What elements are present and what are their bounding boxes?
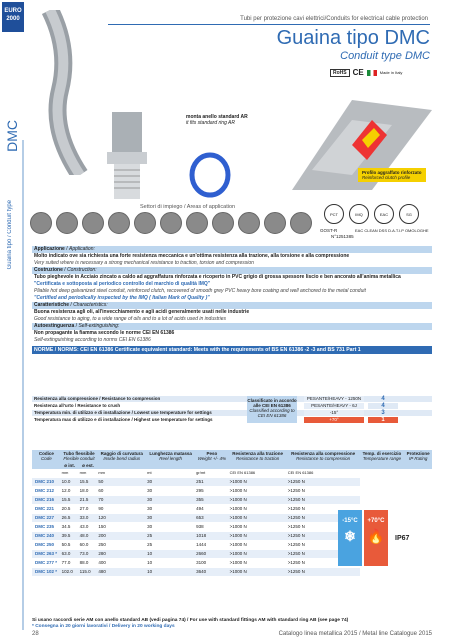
table-cell: >1250 N xyxy=(287,559,360,568)
sectors-icons xyxy=(30,212,312,234)
table-cell: >1250 N xyxy=(287,478,360,487)
table-cell: 10 xyxy=(146,559,195,568)
classification-box xyxy=(247,396,297,423)
table-cell: 400 xyxy=(97,559,146,568)
table-row xyxy=(32,496,432,505)
table-cell: >1250 N xyxy=(287,550,360,559)
product-code: DMC 235 xyxy=(32,523,61,532)
resistance-label: Temperatura min. di utilizzo e di installazione / Lowest use temperature for settings xyxy=(34,410,212,415)
table-cell: 251 xyxy=(195,478,228,487)
page-subtitle: Conduit type DMC xyxy=(340,50,430,62)
table-cell: >1250 N xyxy=(287,523,360,532)
unit-cell: mm xyxy=(97,469,146,478)
section-text-en: Pliable hot deep galvanized steel conduit, reinforced clutch, recovered of smooth grey PVC heavy bore coating and well anchored to the metal conduit xyxy=(34,288,366,294)
table-cell: 30 xyxy=(146,514,195,523)
unit-cell xyxy=(32,469,61,478)
section-text-it-quality: "Certificata e sottoposta al periodico controllo del marchio di qualità IMQ" xyxy=(34,281,211,287)
table-cell: 20.5 xyxy=(61,505,79,514)
temp-max-badge xyxy=(364,510,388,566)
cert-label: EAC CLEAN DSS D.A.T.I.P OMOLOGHE xyxy=(355,228,429,233)
table-cell: >1000 N xyxy=(229,505,287,514)
th-raggio xyxy=(97,450,146,469)
sector-icon xyxy=(212,212,234,234)
table-cell: 250 xyxy=(97,541,146,550)
table-cell: >1000 N xyxy=(229,478,287,487)
table-cell: 39.5 xyxy=(61,532,79,541)
th-tubo-en: Flexible conduit xyxy=(63,456,95,461)
table-cell: 120 xyxy=(97,514,146,523)
profile-label xyxy=(358,168,426,182)
table-cell: 10.0 xyxy=(61,478,79,487)
table-cell: 150 xyxy=(97,523,146,532)
flame-icon: 🔥 xyxy=(367,528,385,544)
resistance-class: 1 xyxy=(368,417,398,423)
sector-icon xyxy=(30,212,52,234)
table-cell: 15.5 xyxy=(79,478,98,487)
temp-min-badge xyxy=(338,510,362,566)
gost-icon: PCT xyxy=(324,204,344,224)
description xyxy=(32,246,432,356)
resistance-table xyxy=(32,396,432,424)
table-cell: 102.0 xyxy=(61,568,79,577)
table-row xyxy=(32,487,432,496)
unit-cell: CEI EN 61386 xyxy=(229,469,287,478)
table-cell: 26.5 xyxy=(61,514,79,523)
th-tubo xyxy=(61,450,98,462)
table-cell: 77.0 xyxy=(61,559,79,568)
table-cell: 60 xyxy=(97,487,146,496)
resistance-value: -15° xyxy=(304,410,364,416)
table-cell: 73.0 xyxy=(79,550,98,559)
table-cell: 10 xyxy=(146,568,195,577)
product-code: DMC 277 * xyxy=(32,559,61,568)
table-cell: >1000 N xyxy=(229,559,287,568)
brand-logo xyxy=(2,2,24,32)
resistance-classes xyxy=(368,396,398,424)
table-cell: 90 xyxy=(97,505,146,514)
unit-cell: CEI EN 61386 xyxy=(287,469,360,478)
th-tubo-est: ø est. xyxy=(79,462,98,469)
sector-icon xyxy=(108,212,130,234)
section-text-en: Very suited where is necessary a strong mechanical resistance to traction, torsion and compression xyxy=(34,260,254,266)
section-characteristics: Caratteristiche / Characteristics: Buona resistenza agli oli, all'invecchiamento e agli acidi generalmente usati nelle industrie Good resistance to aging, to a wide range of oils and to a lot of acids used in industries xyxy=(32,302,432,323)
sector-icon xyxy=(82,212,104,234)
header-divider xyxy=(108,24,430,25)
table-row xyxy=(32,568,432,577)
table-cell: 355 xyxy=(195,496,228,505)
table-cell: >1000 N xyxy=(229,532,287,541)
gost-label: GOST-R xyxy=(320,228,338,233)
unit-cell: mt xyxy=(146,469,195,478)
th-raggio-en: Inside bend radius xyxy=(103,456,141,461)
th-code xyxy=(32,450,61,469)
table-cell: 494 xyxy=(195,505,228,514)
table-cell: >1000 N xyxy=(229,496,287,505)
resistance-value: +70° xyxy=(304,417,364,423)
footnotes xyxy=(32,618,432,630)
th-compressione xyxy=(287,450,360,469)
table-cell: 938 xyxy=(195,523,228,532)
sector-icon xyxy=(134,212,156,234)
section-text-en-quality: "Certified and periodically inspected by the IMQ ( Italian Mark of Quality )" xyxy=(34,295,210,301)
unit-cell: gr/mt xyxy=(195,469,228,478)
section-construction: Costruzione / Construction: Tubo pieghevole in Acciaio zincato a caldo ad aggraffatura rinforzata e ricoperto in PVC grigio di grossa spessore liscio e ben ancorato all'anima metallica "Certificata e sottoposta al periodico controllo del marchio di qualità IMQ" Pliable hot deep galvanized steel conduit, reinforced clutch, recovered of smooth grey PVC heavy bore coating and well anchored to the metal conduit "Certified and periodically inspected by the IMQ ( Italian Mark of Quality )" xyxy=(32,267,432,302)
section-head: Applicazione xyxy=(34,246,65,252)
classification-it: Classificato in accordo alle CEI EN 61386 xyxy=(247,398,297,408)
imq-icon: IMQ xyxy=(349,204,369,224)
side-strip xyxy=(22,140,24,630)
resistance-class: 4 xyxy=(368,403,398,409)
th-tubo-int: ø int. xyxy=(61,462,79,469)
table-cell: 88.0 xyxy=(79,559,98,568)
table-cell: >1000 N xyxy=(229,523,287,532)
th-code-en: Code xyxy=(40,456,52,461)
product-code: DMC 212 xyxy=(32,487,61,496)
table-cell: 480 xyxy=(97,568,146,577)
resistance-value: PESANTE/HEAVY - 6J xyxy=(304,403,364,409)
brand-line1: EURO xyxy=(4,8,22,14)
sectors-title: Settori di impiego / Areas of application xyxy=(140,204,236,210)
th-peso-it: Peso xyxy=(206,451,218,456)
th-temp-it: Temp. di esercizio xyxy=(362,451,402,456)
th-trazione xyxy=(229,450,287,469)
section-head: Autoestinguenza xyxy=(34,323,75,329)
th-peso-en: Weight +/- 4% xyxy=(197,456,227,461)
table-cell: 43.0 xyxy=(79,523,98,532)
section-text-en: Good resistance to aging, to a wide range of oils and to a lot of acids used in industries xyxy=(34,316,227,322)
table-cell: 1018 xyxy=(195,532,228,541)
section-head-en: Application: xyxy=(69,246,95,252)
table-cell: >1000 N xyxy=(229,487,287,496)
table-cell: 27.0 xyxy=(79,505,98,514)
section-head-en: Construction: xyxy=(67,267,97,273)
table-cell: 10 xyxy=(146,550,195,559)
th-trazione-it: Resistenza alla trazione xyxy=(232,451,284,456)
resistance-class: 3 xyxy=(368,410,398,416)
section-text-en: Self-extinguishing according to norms CEI EN 61386 xyxy=(34,337,151,343)
table-cell: 653 xyxy=(195,514,228,523)
section-text-it: Tubo pieghevole in Acciaio zincato a caldo ad aggraffatura rinforzata e ricoperto in PVC grigio di grossa spessore liscio e ben ancorato all'anima metallica xyxy=(34,274,401,280)
sector-icon xyxy=(290,212,312,234)
ring-image xyxy=(188,150,232,200)
table-cell: 18.0 xyxy=(79,487,98,496)
catalogue-label: Catalogo linea metallica 2015 / Metal line Catalogue 2015 xyxy=(278,631,432,637)
table-cell: 33.0 xyxy=(79,514,98,523)
section-text-it: Non propagante la fiamma secondo le norme CEI EN 61386 xyxy=(34,330,175,336)
table-cell: 50.5 xyxy=(61,541,79,550)
th-temp-en: Temperature range xyxy=(362,456,401,461)
page-title: Guaina tipo DMC xyxy=(276,27,430,49)
snowflake-icon: ❄ xyxy=(344,528,356,544)
product-code: DMC 250 xyxy=(32,541,61,550)
th-compressione-it: Resistenza alla compressione xyxy=(291,451,356,456)
unit-cell: mm xyxy=(79,469,98,478)
table-cell: 30 xyxy=(146,523,195,532)
profile-label-en: Reinforced clutch profile xyxy=(362,175,411,180)
table-cell: 295 xyxy=(195,487,228,496)
cert-number: N°1251385 xyxy=(331,234,354,239)
table-cell: 3100 xyxy=(195,559,228,568)
product-code: DMC 263 * xyxy=(32,550,61,559)
section-text-it: Molto indicato ove sia richiesta una forte resistenza meccanica e un'ottima resistenza alla trazione, alla torsione e alla compressione xyxy=(34,253,350,259)
table-cell: >1000 N xyxy=(229,568,287,577)
fitting-image xyxy=(102,112,157,202)
product-code: DMC 216 xyxy=(32,496,61,505)
product-code: DMC 240 xyxy=(32,532,61,541)
th-prot xyxy=(404,450,432,469)
table-cell: 48.0 xyxy=(79,532,98,541)
product-code: DMC 102 * xyxy=(32,568,61,577)
section-application: Applicazione / Application: Molto indicato ove sia richiesta una forte resistenza meccanica e un'ottima resistenza alla trazione, alla torsione e alla compressione Very suited where is necessary a strong mechanical resistance to traction, torsion and compression xyxy=(32,246,432,267)
th-compressione-en: Resistance to compression xyxy=(296,456,351,461)
footnote-fittings: Si usano raccordi serie AM con anello standard AB (vedi pagina 74) / For use with standard fittings AM with standard ring AB (see page 74) xyxy=(32,618,349,623)
table-cell: 30 xyxy=(146,487,195,496)
ring-label-it: monta anello standard AR xyxy=(186,114,248,120)
table-cell: 30 xyxy=(146,496,195,505)
brand-line2: 2000 xyxy=(6,16,20,22)
section-head: Costruzione xyxy=(34,267,63,273)
resistance-value: PESANTE/HEAVY - 1250N xyxy=(304,396,364,402)
sector-icon xyxy=(186,212,208,234)
section-head-en: Characteristics: xyxy=(73,302,108,308)
table-cell: 280 xyxy=(97,550,146,559)
italy-flag-icon xyxy=(367,70,377,76)
resistance-values xyxy=(304,396,364,424)
table-cell: >1250 N xyxy=(287,541,360,550)
side-title: DMC xyxy=(4,120,20,152)
resistance-label: Resistenza all'urto / Resistance to crush xyxy=(34,403,121,408)
profile-label-it: Profilo aggraffato rinforzato xyxy=(362,170,422,175)
th-raggio-it: Raggio di curvatura xyxy=(100,451,143,456)
ce-mark-icon: CE xyxy=(352,68,364,77)
th-tubo-it: Tubo flessibile xyxy=(63,451,95,456)
th-lunghezza xyxy=(146,450,195,469)
th-prot-it: Protezione xyxy=(406,451,430,456)
section-head: Caratteristiche xyxy=(34,302,70,308)
table-cell: >1250 N xyxy=(287,514,360,523)
table-cell: 63.0 xyxy=(61,550,79,559)
table-cell: 115.0 xyxy=(79,568,98,577)
unit-cell: mm xyxy=(61,469,79,478)
th-lunghezza-en: Reel length xyxy=(159,456,183,461)
sector-icon xyxy=(160,212,182,234)
table-cell: >1000 N xyxy=(229,541,287,550)
sector-icon xyxy=(238,212,260,234)
table-cell: >1250 N xyxy=(287,532,360,541)
table-cell: >1000 N xyxy=(229,514,287,523)
table-cell: 15.5 xyxy=(61,496,79,505)
table-cell: 30 xyxy=(146,505,195,514)
th-prot-en: IP Rating xyxy=(409,456,428,461)
th-peso xyxy=(195,450,228,469)
table-cell: 1444 xyxy=(195,541,228,550)
cert-icon: SG xyxy=(399,204,419,224)
table-cell: >1250 N xyxy=(287,487,360,496)
footnote-delivery: * Consegna in 20 giorni lavorativi / Delivery in 20 working days xyxy=(32,624,175,629)
ring-label xyxy=(186,114,248,126)
table-cell: >1250 N xyxy=(287,568,360,577)
table-cell: 25 xyxy=(146,532,195,541)
header-tagline: Tubi per protezione cavi elettrici/Conduits for electrical cable protection xyxy=(240,16,428,22)
certifications xyxy=(324,204,419,224)
side-subtitle: Guaina tipo / Conduit type xyxy=(7,200,13,270)
cert-icon: EAC xyxy=(374,204,394,224)
section-text-it: Buona resistenza agli oli, all'invecchiamento e agli acidi generalmente usati nelle industrie xyxy=(34,309,250,315)
table-cell: 25 xyxy=(146,541,195,550)
units-row xyxy=(32,469,432,478)
section-self-extinguishing: Autoestinguenza / Self-extinguishing: Non propagante la fiamma secondo le norme CEI EN 61386 Self-extinguishing according to norms CEI EN 61386 xyxy=(32,323,432,344)
table-cell: 50 xyxy=(97,478,146,487)
resistance-label: Temperatura max di utilizzo e di installazione / Highest use temperature for settings xyxy=(34,417,213,422)
table-cell: >1000 N xyxy=(229,550,287,559)
table-cell: >1250 N xyxy=(287,505,360,514)
table-cell: 30 xyxy=(146,478,195,487)
table-cell: 21.5 xyxy=(79,496,98,505)
sector-icon xyxy=(56,212,78,234)
th-lunghezza-it: Lunghezza matassa xyxy=(149,451,192,456)
table-cell: 200 xyxy=(97,532,146,541)
ip-rating: IP67 xyxy=(395,535,410,542)
table-cell: 60.0 xyxy=(79,541,98,550)
sidebar xyxy=(0,0,24,641)
table-cell: 34.5 xyxy=(61,523,79,532)
product-code: DMC 221 xyxy=(32,505,61,514)
table-cell: 2660 xyxy=(195,550,228,559)
classification-en: Classified according to CEI EN 61386 xyxy=(249,408,295,418)
table-cell: 3640 xyxy=(195,568,228,577)
resistance-class: 4 xyxy=(368,396,398,402)
product-code: DMC 227 xyxy=(32,514,61,523)
norms-bar: NORME / NORMS: CEI EN 61386 Certificate equivalent standard: Meets with the requirements of BS EN 61386 -2 -3 and BS 731 Part 1 xyxy=(32,346,432,354)
rohs-badge: RoHS xyxy=(330,69,350,77)
resistance-label: Resistenza alla compressione / Resistance to compression xyxy=(34,396,161,401)
th-trazione-en: Resistance to traction xyxy=(236,456,280,461)
sector-icon xyxy=(264,212,286,234)
th-temp xyxy=(360,450,405,469)
made-in-italy-label: Made in Italy xyxy=(379,70,403,75)
table-cell: 12.0 xyxy=(61,487,79,496)
table-row xyxy=(32,478,432,487)
page-number: 28 xyxy=(32,631,39,637)
product-code: DMC 210 xyxy=(32,478,61,487)
conduit-image xyxy=(40,10,100,175)
table-cell: >1250 N xyxy=(287,496,360,505)
th-code-it: Codice xyxy=(38,451,54,456)
section-head-en: Self-extinguishing: xyxy=(78,323,120,329)
temp-min: -15°C xyxy=(342,518,358,524)
ring-label-en: it fits standard ring AR xyxy=(186,120,236,126)
badges xyxy=(330,68,402,77)
temp-max: +70°C xyxy=(367,518,385,524)
table-cell: 70 xyxy=(97,496,146,505)
